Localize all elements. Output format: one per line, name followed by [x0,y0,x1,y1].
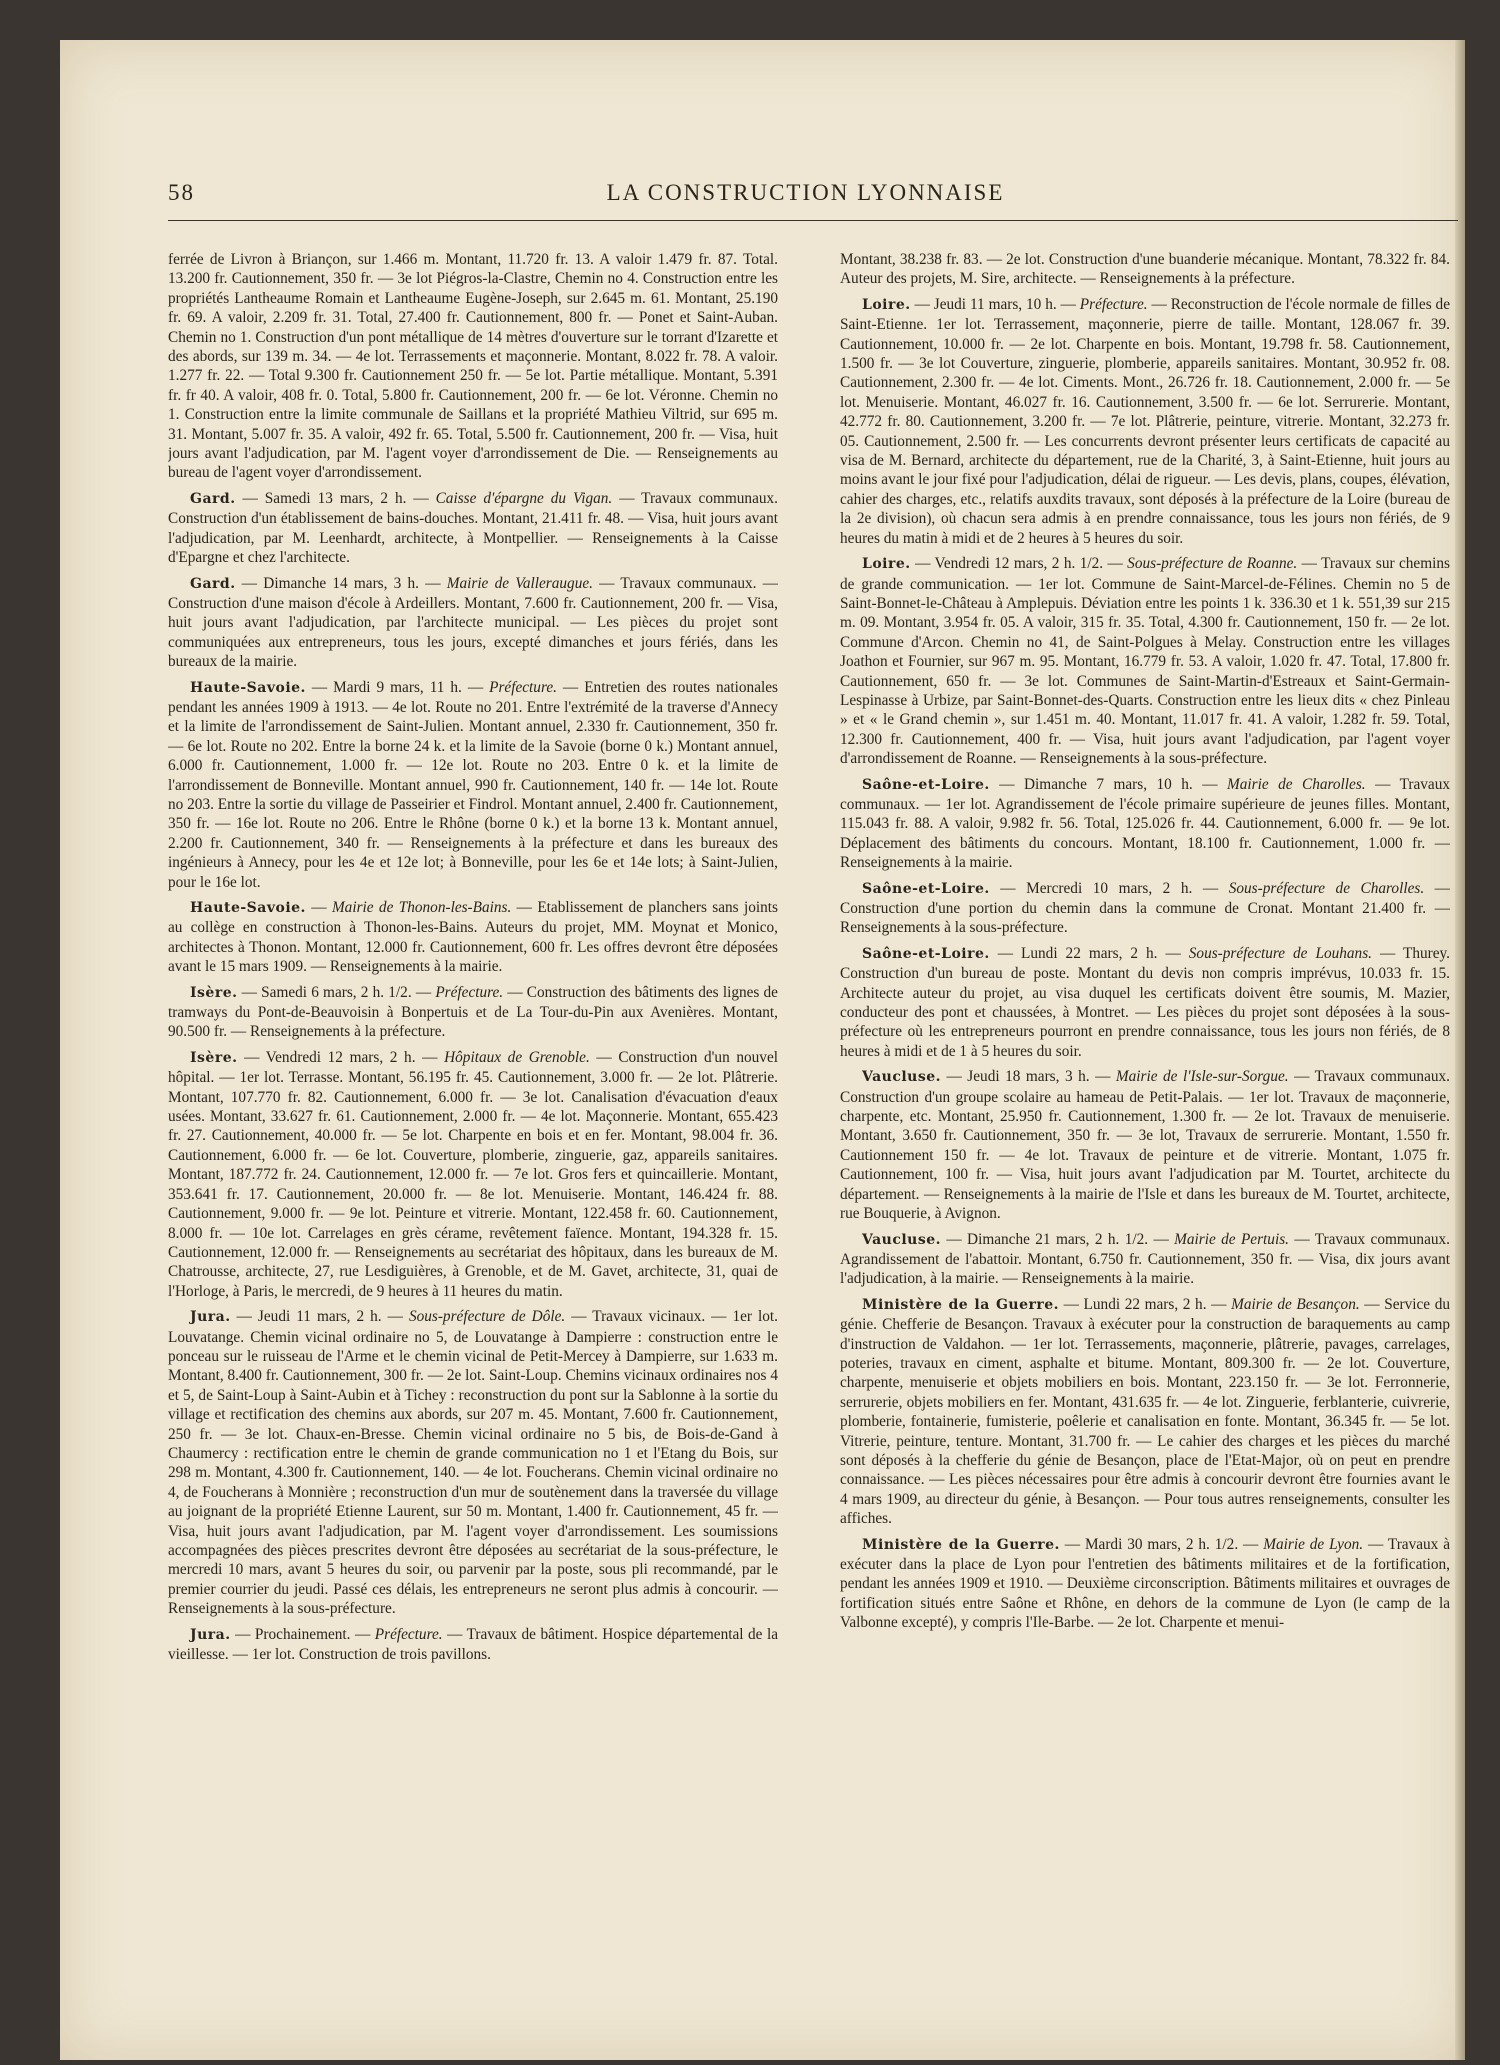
page-binding-edge [1455,40,1465,2060]
notice-paragraph: Vaucluse. — Dimanche 21 mars, 2 h. 1/2. — Mairie de Pertuis. — Travaux communaux. Agrandissement de l'abattoir. Montant, 6.750 fr. Cautionnement, 350 fr. — Visa, dix jours avant l'adjudication, à la mairie. — Renseignements à la mairie. [840,1230,1450,1288]
newspaper-page [60,40,1465,2060]
notice-paragraph: Saône-et-Loire. — Dimanche 7 mars, 10 h. — Mairie de Charolles. — Travaux communaux. — 1er lot. Agrandissement de l'école primaire supérieure de jeunes filles. Montant, 115.043 fr. 88. A valoir, 9.982 fr. 56. Total, 125.026 fr. 44. Cautionnement, 6.000 fr. — 9e lot. Déplacement des bâtiments du concours. Montant, 18.100 fr. Cautionnement, 1.000 fr. — Renseignements à la mairie. [840,775,1450,872]
notice-paragraph: ferrée de Livron à Briançon, sur 1.466 m. Montant, 11.720 fr. 13. A valoir 1.479 fr. 87. Total. 13.200 fr. Cautionnement, 350 fr. — 3e lot Piégros-la-Clastre, Chemin no 4. Construction entre les propriétés Lantheaume Romain et Lantheaume Eugène-Joseph, sur 2.645 m. 61. Montant, 25.190 fr. 69. A valoir, 2.209 fr. 31. Total, 27.400 fr. Cautionnement, 800 fr. — Ponet et Saint-Auban. Chemin no 1. Construction d'un pont métallique de 14 mètres d'ouverture sur le torrant d'Izarette et des abords, sur 139 m. 34. — 4e lot. Terrassements et maçonnerie. Montant, 8.022 fr. 78. A valoir. 1.277 fr. 22. — Total 9.300 fr. Cautionnement 250 fr. — 5e lot. Partie métallique. Montant, 5.391 fr. fr 40. A valoir, 408 fr. 0. Total, 5.800 fr. Cautionnement, 200 fr. — 6e lot. Véronne. Chemin no 1. Construction entre la limite communale de Saillans et la propriété Mathieu Viltrid, sur 695 m. 31. Montant, 5.007 fr. 35. A valoir, 492 fr. 65. Total, 5.500 fr. Cautionnement, 200 fr. — Visa, huit jours avant l'adjudication, par M. l'agent voyer d'arrondissement de Die. — Renseignements au bureau de l'agent voyer d'arrondissement. [168,251,778,482]
page-header [168,180,1443,210]
notice-paragraph: Isère. — Vendredi 12 mars, 2 h. — Hôpitaux de Grenoble. — Construction d'un nouvel hôpital. — 1er lot. Terrasse. Montant, 56.195 fr. 45. Cautionnement, 3.000 fr. — 2e lot. Plâtrerie. Montant, 107.770 fr. 82. Cautionnement, 6.000 fr. — 3e lot. Canalisation d'évacuation d'eaux usées. Montant, 33.627 fr. 61. Cautionnement, 2.000 fr. — 4e lot. Maçonnerie. Montant, 655.423 fr. 27. Cautionnement, 40.000 fr. — 5e lot. Charpente en bois et en fer. Montant, 98.004 fr. 36. Cautionnement, 6.000 fr. — 6e lot. Couverture, plomberie, zinguerie, gaz, appareils sanitaires. Montant, 187.772 fr. 24. Cautionnement, 12.000 fr. — 7e lot. Gros fers et quincaillerie. Montant, 353.641 fr. 17. Cautionnement, 20.000 fr. — 8e lot. Menuiserie. Montant, 146.424 fr. 88. Cautionnement, 9.000 fr. — 9e lot. Peinture et vitrerie. Montant, 122.458 fr. 60. Cautionnement, 8.000 fr. — 10e lot. Carrelages en grès cérame, revêtement faïence. Montant, 194.328 fr. 15. Cautionnement, 12.000 fr. — Renseignements au secrétariat des hôpitaux, dans les bureaux de M. Chatrousse, architecte, 27, rue Lesdiguières, à Grenoble, et de M. Gavet, architecte, 31, quai de l'Horloge, à Paris, le mercredi, de 9 heures à 11 heures du matin. [168,1048,778,1300]
notice-paragraph: Gard. — Samedi 13 mars, 2 h. — Caisse d'épargne du Vigan. — Travaux communaux. Construction d'un établissement de bains-douches. Montant, 21.411 fr. 48. — Visa, huit jours avant l'adjudication, par M. Leenhardt, architecte, à Montpellier. — Renseignements à la Caisse d'Epargne et chez l'architecte. [168,489,778,567]
notice-paragraph: Vaucluse. — Jeudi 18 mars, 3 h. — Mairie de l'Isle-sur-Sorgue. — Travaux communaux. Construction d'un groupe scolaire au hameau de Petit-Palais. — 1er lot. Travaux de maçonnerie, charpente, etc. Montant, 25.950 fr. Cautionnement, 1.300 fr. — 2e lot. Travaux de menuiserie. Montant, 3.650 fr. Cautionnement, 350 fr. — 3e lot, Travaux de serrurerie. Montant, 1.550 fr. Cautionnement 150 fr. — 4e lot. Travaux de peinture et de vitrerie. Montant, 1.075 fr. Cautionnement, 100 fr. — Visa, huit jours avant l'adjudication par M. Tourtet, architecte du département. — Renseignements à la mairie de l'Isle et dans les bureaux de M. Tourtet, architecte, rue Bouquerie, à Avignon. [840,1068,1450,1223]
notice-paragraph: Gard. — Dimanche 14 mars, 3 h. — Mairie de Valleraugue. — Travaux communaux. — Construction d'une maison d'école à Ardeillers. Montant, 7.600 fr. Cautionnement, 200 fr. — Visa, huit jours avant l'adjudication, par l'architecte municipal. — Les pièces du projet sont communiquées aux entrepreneurs, tous les jours, excepté dimanches et jours fériés, dans les bureaux de la mairie. [168,574,778,671]
left-column [168,250,778,2045]
notice-paragraph: Ministère de la Guerre. — Mardi 30 mars, 2 h. 1/2. — Mairie de Lyon. — Travaux à exécuter dans la place de Lyon pour l'entretien des bâtiments militaires et de la fortification, pendant les années 1909 et 1910. — Deuxième circonscription. Bâtiments militaires et ouvrages de fortification situés entre Saône et Rhône, en dehors de la commune de Lyon (le camp de la Valbonne excepté), y compris l'Ile-Barbe. — 2e lot. Charpente et menui- [840,1535,1450,1632]
notice-paragraph: Saône-et-Loire. — Lundi 22 mars, 2 h. — Sous-préfecture de Louhans. — Thurey. Construction d'un bureau de poste. Montant du devis non compris imprévus, 10.033 fr. 15. Architecte auteur du projet, au visa duquel les certificats doivent être soumis, M. Mazier, conducteur des pont et chaussées, à Montret. — Les pièces du projet sont déposées à la sous-préfecture où les entrepreneurs pourront en prendre connaissance, tous les jours non fériés, de 8 heures à midi et de 1 à 5 heures du soir. [840,944,1450,1060]
notice-paragraph: Loire. — Jeudi 11 mars, 10 h. — Préfecture. — Reconstruction de l'école normale de filles de Saint-Etienne. 1er lot. Terrassement, maçonnerie, pierre de taille. Montant, 128.067 fr. 39. Cautionnement, 10.000 fr. — 2e lot. Charpente en bois. Montant, 19.798 fr. 58. Cautionnement, 1.500 fr. — 3e lot Couverture, zinguerie, plomberie, appareils sanitaires. Montant, 30.952 fr. 08. Cautionnement, 2.300 fr. — 4e lot. Ciments. Mont., 26.726 fr. 18. Cautionnement, 2.000 fr. — 5e lot. Menuiserie. Montant, 46.027 fr. 16. Cautionnement, 3.500 fr. — 6e lot. Serrurerie. Montant, 42.772 fr. 80. Cautionnement, 3.200 fr. — 7e lot. Plâtrerie, peinture, vitrerie. Montant, 32.273 fr. 05. Cautionnement, 2.500 fr. — Les concurrents devront présenter leurs certificats de capacité au visa de M. Bernard, architecte du département, rue de la Charité, 3, à Saint-Etienne, huit jours au moins avant le jour fixé pour l'adjudication, délai de rigueur. — Les devis, plans, coupes, élévation, cahier des charges, etc., relatifs auxdits travaux, sont déposés à la préfecture de la Loire (bureau de la 2e division), où chacun sera admis à en prendre connaissance, tous les jours non fériés, de 9 heures du matin à midi et de 2 heures à 5 heures du soir. [840,295,1450,547]
notice-paragraph: Loire. — Vendredi 12 mars, 2 h. 1/2. — Sous-préfecture de Roanne. — Travaux sur chemins de grande communication. — 1er lot. Commune de Saint-Marcel-de-Félines. Chemin no 5 de Saint-Bonnet-le-Château à Amplepuis. Déviation entre les points 1 k. 336.30 et 1 k. 551,39 sur 215 m. 09. Montant, 3.954 fr. 05. A valoir, 315 fr. 35. Total, 4.300 fr. Cautionnement, 150 fr. — 2e lot. Commune d'Arcon. Chemin no 41, de Saint-Polgues à Melay. Construction entre les villages Joathon et Fournier, sur 967 m. 95. Montant, 16.779 fr. 53. A valoir, 1.020 fr. 47. Total, 17.800 fr. Cautionnement, 650 fr. — 3e lot. Communes de Saint-Martin-d'Estreaux et Saint-Germain-Lespinasse à Urbize, par Saint-Bonnet-des-Quarts. Construction entre les lieux dits « chez Pinleau » et « le Grand chemin », sur 1.451 m. 40. Montant, 11.017 fr. 41. A valoir, 1.282 fr. 59. Total, 12.300 fr. Cautionnement, 400 fr. — Visa, huit jours avant l'adjudication, par l'agent voyer d'arrondissement de Roanne. — Renseignements à la sous-préfecture. [840,555,1450,768]
header-rule [168,220,1458,221]
page-number: 58 [168,180,195,205]
right-column [840,250,1450,2045]
notice-paragraph: Haute-Savoie. — Mardi 9 mars, 11 h. — Préfecture. — Entretien des routes nationales pendant les années 1909 à 1913. — 4e lot. Route no 201. Entre l'extrémité de la traverse d'Annecy et la limite de l'arrondissement de Saint-Julien. Montant annuel, 2.330 fr. Cautionnement, 350 fr. — 6e lot. Route no 202. Entre la borne 24 k. et la limite de la Savoie (borne 0 k.) Montant annuel, 6.000 fr. Cautionnement, 1.000 fr. — 12e lot. Route no 203. Entre 0 k. et la limite de l'arrondissement de Bonneville. Montant annuel, 990 fr. Cautionnement, 140 fr. — 14e lot. Route no 203. Entre la sortie du village de Passeirier et Findrol. Montant annuel, 2.400 fr. Cautionnement, 350 fr. — 16e lot. Route no 206. Entre le Rhône (borne 0 k.) et la borne 13 k. Montant annuel, 2.200 fr. Cautionnement, 340 fr. — Renseignements à la préfecture et dans les bureaux des ingénieurs à Annecy, pour les 4e et 12e lot; à Bonneville, pour les 6e et 14e lots; à Saint-Julien, pour le 16e lot. [168,678,778,891]
notice-paragraph: Jura. — Prochainement. — Préfecture. — Travaux de bâtiment. Hospice départemental de la vieillesse. — 1er lot. Construction de trois pavillons. [168,1625,778,1664]
notice-paragraph: Haute-Savoie. — Mairie de Thonon-les-Bains. — Etablissement de planchers sans joints au collège en construction à Thonon-les-Bains. Auteurs du projet, MM. Moynat et Monico, architectes à Thonon. Montant, 12.000 fr. Cautionnement, 600 fr. Les offres devront être déposées avant le 15 mars 1909. — Renseignements à la mairie. [168,899,778,976]
notice-paragraph: Saône-et-Loire. — Mercredi 10 mars, 2 h. — Sous-préfecture de Charolles. — Construction d'une portion du chemin dans la commune de Cronat. Montant 21.400 fr. — Renseignements à la sous-préfecture. [840,879,1450,937]
journal-title: LA CONSTRUCTION LYONNAISE [606,180,1005,205]
notice-paragraph: Montant, 38.238 fr. 83. — 2e lot. Construction d'une buanderie mécanique. Montant, 78.322 fr. 84. Auteur des projets, M. Sire, architecte. — Renseignements à la préfecture. [840,251,1450,288]
notice-paragraph: Jura. — Jeudi 11 mars, 2 h. — Sous-préfecture de Dôle. — Travaux vicinaux. — 1er lot. Louvatange. Chemin vicinal ordinaire no 5, de Louvatange à Dampierre : construction entre le ponceau sur le ruisseau de l'Arme et le chemin vicinal de Petit-Mercey à Dampierre, sur 1.633 m. Montant, 8.400 fr. Cautionnement, 300 fr. — 2e lot. Saint-Loup. Chemins vicinaux ordinaires nos 4 et 5, de Saint-Loup à Saint-Aubin et à Tichey : reconstruction du pont sur la Sablonne à la sortie du village et rectification des chemins aux abords, sur 207 m. 45. Montant, 7.600 fr. Cautionnement, 250 fr. — 3e lot. Chaux-en-Bresse. Chemin vicinal ordinaire no 5 bis, de Bois-de-Gand à Chaumercy : rectification entre le chemin de grande communication no 1 et l'Etang du Bois, sur 298 m. Montant, 4.300 fr. Cautionnement, 140. — 4e lot. Foucherans. Chemin vicinal ordinaire no 4, de Foucherans à Monnière ; reconstruction d'un mur de soutènement dans la traversée du village au joignant de la propriété Etienne Laurent, sur 50 m. Montant, 1.400 fr. Cautionnement, 45 fr. — Visa, huit jours avant l'adjudication, par M. l'agent voyer d'arrondissement. Les soumissions accompagnées des pièces prescrites devront être déposées au secrétariat de la sous-préfecture, le mercredi 10 mars, avant 5 heures du soir, ou parvenir par la poste, sous pli recommandé, par le premier courrier du jeudi. Passé ces délais, les entrepreneurs ne seront plus admis à concourir. — Renseignements à la sous-préfecture. [168,1308,778,1618]
notice-paragraph: Isère. — Samedi 6 mars, 2 h. 1/2. — Préfecture. — Construction des bâtiments des lignes de tramways du Pont-de-Beauvoisin à Bonpertuis et de La Tour-du-Pin aux Avenières. Montant, 90.500 fr. — Renseignements à la préfecture. [168,983,778,1041]
notice-paragraph: Ministère de la Guerre. — Lundi 22 mars, 2 h. — Mairie de Besançon. — Service du génie. Chefferie de Besançon. Travaux à exécuter pour la construction de baraquements au camp d'instruction de Valdahon. — 1er lot. Terrassements, maçonnerie, plâtrerie, pavages, carrelages, poteries, travaux en ciment, asphalte et bitume. Montant, 809.300 fr. — 2e lot. Couverture, charpente, menuiserie et objets mobiliers en bois. Montant, 223.150 fr. — 3e lot. Ferronnerie, serrurerie, objets mobiliers en fer. Montant, 431.635 fr. — 4e lot. Zinguerie, ferblanterie, cuivrerie, plomberie, fontainerie, fumisterie, poêlerie et canalisation en fonte. Montant, 36.345 fr. — 5e lot. Vitrerie, peinture, tenture. Montant, 31.700 fr. — Le cahier des charges et les pièces du marché sont déposés à la chefferie du génie de Besançon, place de l'Etat-Major, où on peut en prendre connaissance. — Les pièces nécessaires pour être admis à concourir devront être fournies avant le 4 mars 1909, au directeur du génie, à Besançon. — Pour tous autres renseignements, consulter les affiches. [840,1295,1450,1528]
